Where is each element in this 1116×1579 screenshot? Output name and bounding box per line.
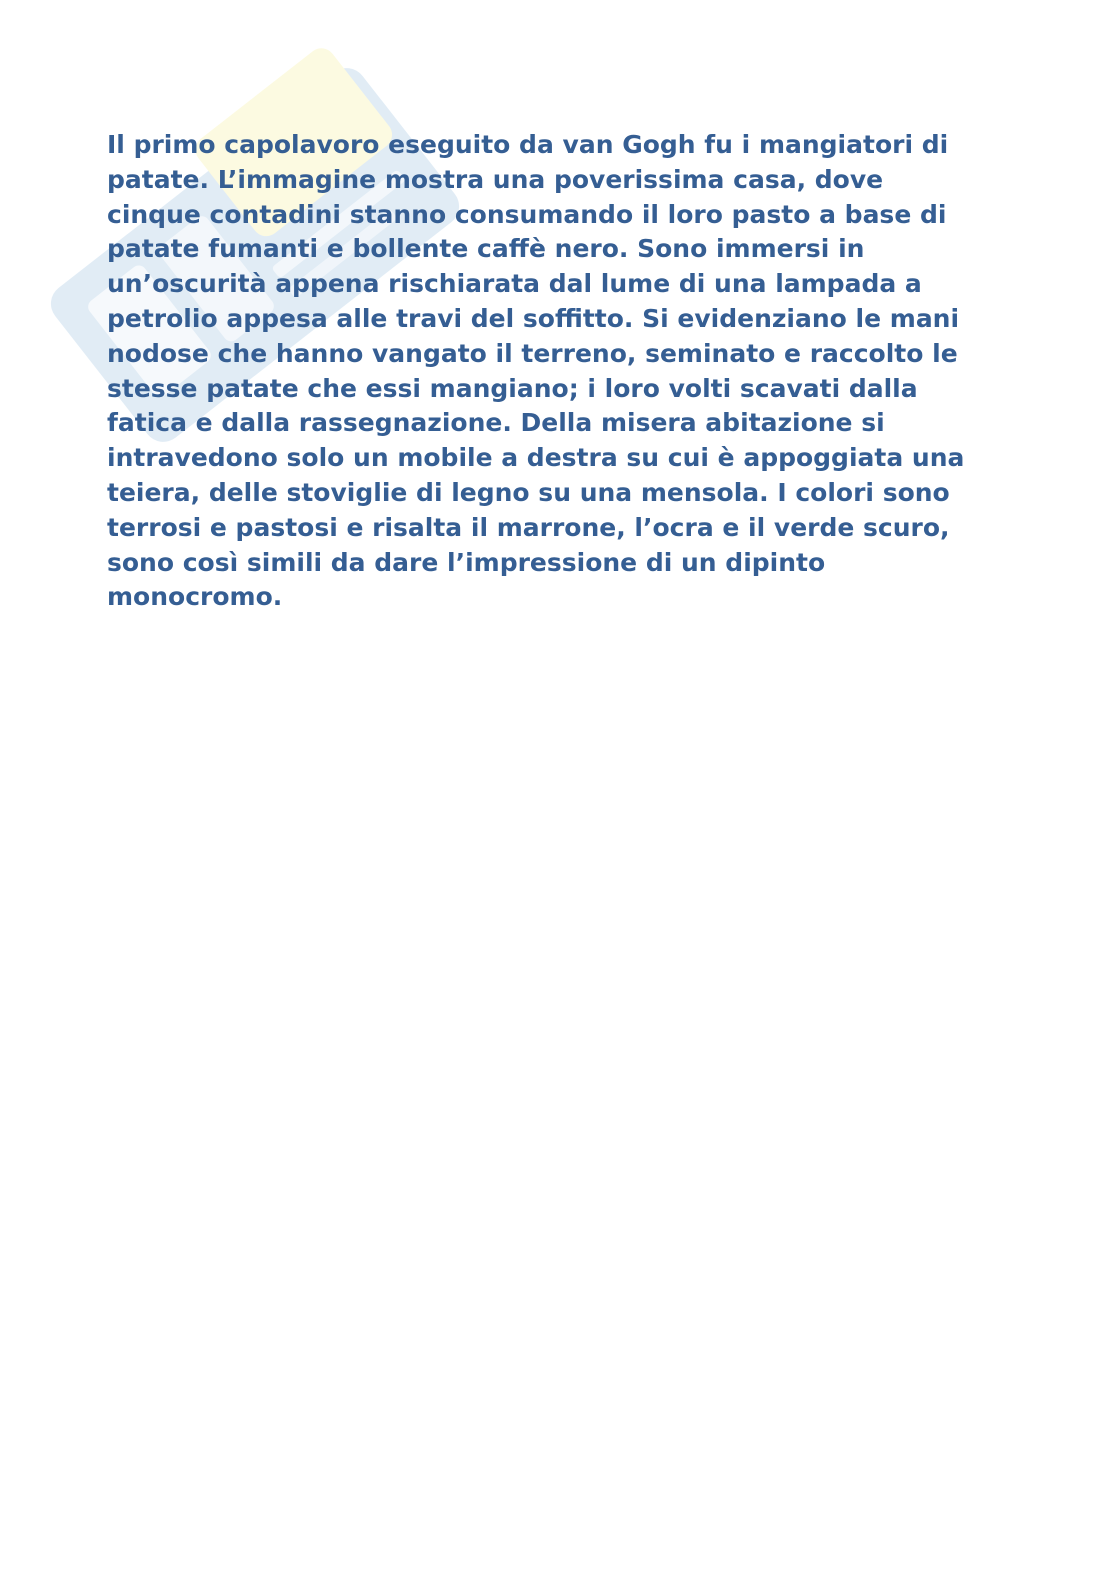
body-paragraph: Il primo capolavoro eseguito da van Gogh fu i mangiatori di patate. L’immagine mostra una poverissima casa, dove cinque contadini stanno consumando il loro pasto a base di patate fumanti e bollente caffè nero. Sono immersi in un’oscurità appena rischiarata dal lume di una lampada a petrolio appesa alle travi del soffitto. Si evidenziano le mani nodose che hanno vangato il terreno, seminato e raccolto le stesse patate che essi mangiano; i loro volti scavati dalla fatica e dalla rassegnazione. Della misera abitazione si intravedono solo un mobile a destra su cui è appoggiata una teiera, delle stoviglie di legno su una mensola. I colori sono terrosi e pastosi e risalta il marrone, l’ocra e il verde scuro, sono così simili da dare l’impressione di un dipinto monocromo. [107, 130, 965, 612]
